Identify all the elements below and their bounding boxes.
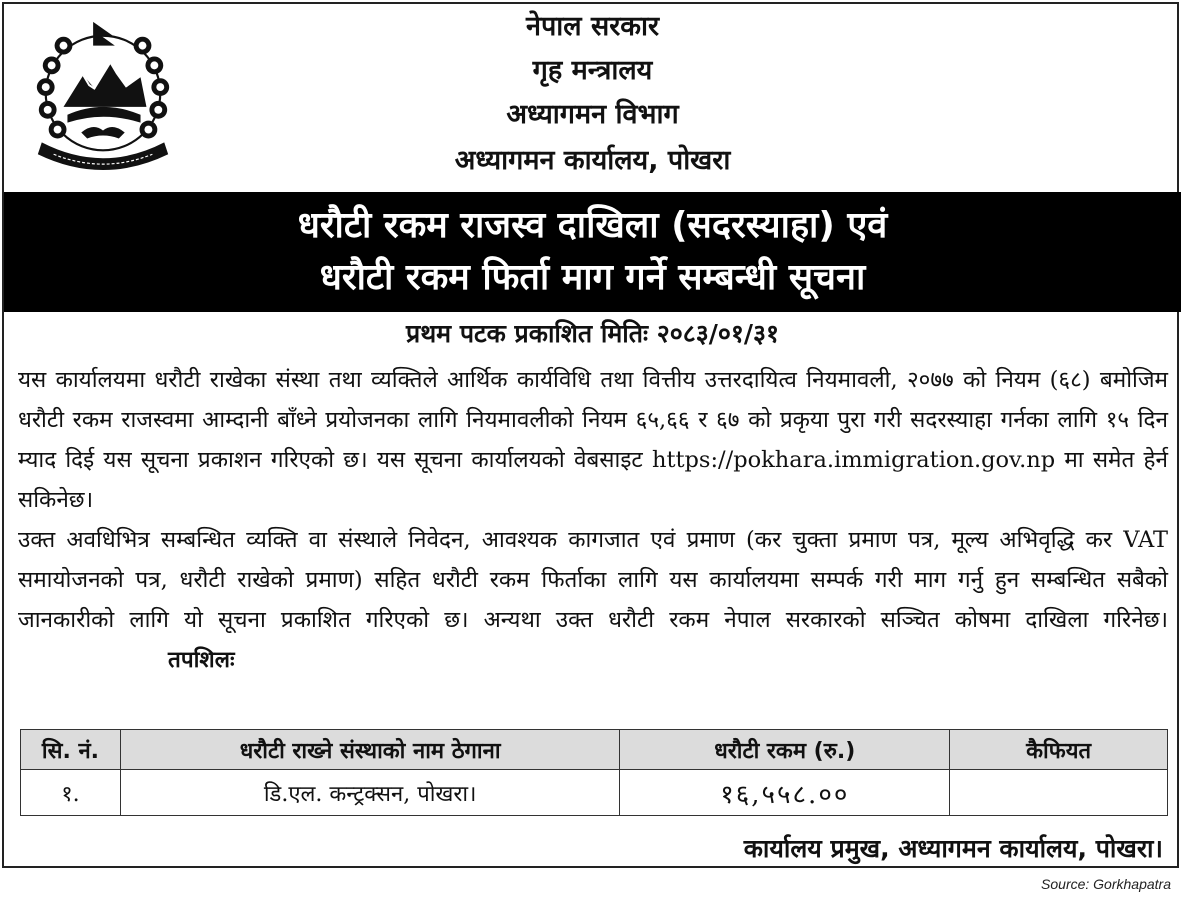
notice-frame [2,2,1179,868]
source-credit: Source: Gorkhapatra [1041,876,1171,892]
body-paragraph-1: यस कार्यालयमा धरौटी राखेका संस्था तथा व्यक्तिले आर्थिक कार्यविधि तथा वित्तीय उत्तरदायित्व नियमावली, २०७७ को नियम (६८) बमोजिम धरौटी रकम राजस्वमा आम्दानी बाँध्ने प्रयोजनका लागि नियमावलीको नियम ६५,६६ र ६७ को प्रकृया पुरा गरी सदरस्याहा गर्नका लागि १५ दिन म्याद दिई यस सूचना प्रकाशन गरिएको छ। यस सूचना कार्यालयको वेबसाइट https://pokhara.immigration.gov.np मा समेत हेर्न सकिनेछ। [18,367,1168,513]
publication-date: प्रथम पटक प्रकाशित मितिः २०८३/०१/३१ [405,319,780,348]
notice-body [18,360,1168,680]
cell-serial: १. [21,770,121,816]
details-heading: तपशिलः [168,647,235,673]
cell-remarks [950,770,1168,816]
notice-title-line2: धरौटी रकम फिर्ता माग गर्ने सम्बन्धी सूचना [319,257,866,298]
table-header-row [21,730,1168,770]
body-paragraph-2-text: उक्त अवधिभित्र सम्बन्धित व्यक्ति वा संस्थाले निवेदन, आवश्यक कागजात एवं प्रमाण (कर चुक्ता प्रमाण पत्र, मूल्य अभिवृद्धि कर VAT समायोजनको पत्र, धरौटी राखेको प्रमाण) सहित धरौटी रकम फिर्ताका लागि यस कार्यालयमा सम्पर्क गरी माग गर्नु हुन सम्बन्धित सबैको जानकारीको लागि यो सूचना प्रकाशित गरिएको छ। अन्यथा उक्त धरौटी रकम नेपाल सरकारको सञ्चित कोषमा दाखिला गरिनेछ। [18,527,1168,633]
col-header-remarks: कैफियत [950,730,1168,770]
body-paragraph-2 [18,520,1168,680]
office-signature: कार्यालय प्रमुख, अध्यागमन कार्यालय, पोखरा। [743,834,1163,863]
col-header-name-address: धरौटी राख्ने संस्थाको नाम ठेगाना [120,730,620,770]
header-government: नेपाल सरकार [525,11,660,42]
table-row [21,770,1168,816]
header-office: अध्यागमन कार्यालय, पोखरा [454,145,731,176]
col-header-amount: धरौटी रकम (रु.) [620,730,950,770]
col-header-serial: सि. नं. [21,730,121,770]
cell-amount: १६,५५८.०० [620,770,950,816]
notice-title [4,192,1181,312]
deposit-table [20,729,1168,816]
notice-title-line1: धरौटी रकम राजस्व दाखिला (सदरस्याहा) एवं [297,205,888,246]
cell-name-address: डि.एल. कन्ट्रक्सन, पोखरा। [120,770,620,816]
notice-header [4,4,1177,190]
header-department: अध्यागमन विभाग [506,99,679,130]
header-ministry: गृह मन्त्रालय [532,55,653,86]
